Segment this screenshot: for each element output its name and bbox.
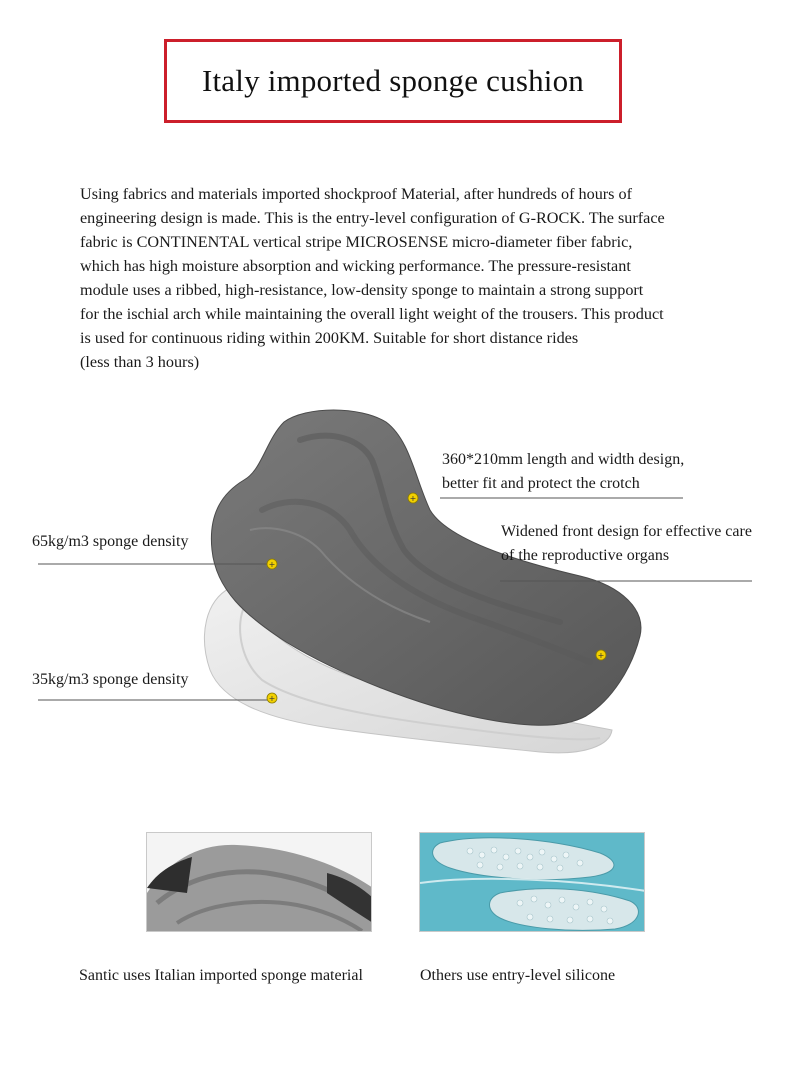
description-line: engineering design is made. This is the entry-level configuration of G-ROCK. The surface [80, 209, 665, 227]
product-description [80, 182, 750, 374]
marker-dimensions [408, 493, 418, 503]
sponge-caption: Santic uses Italian imported sponge material [79, 967, 363, 984]
description-line: which has high moisture absorption and wicking performance. The pressure-resistant [80, 257, 631, 275]
callout-dimensions-line1: 360*210mm length and width design, [442, 451, 685, 468]
callout-front-line2: of the reproductive organs [501, 547, 670, 564]
marker-top-density [267, 559, 277, 569]
marker-bottom-density [267, 693, 277, 703]
callout-top-density: 65kg/m3 sponge density [32, 533, 189, 550]
sponge-sample-image [146, 832, 372, 932]
sponge-sample-illustration [147, 833, 372, 932]
description-line: Using fabrics and materials imported shockproof Material, after hundreds of hours of [80, 185, 633, 203]
description-line: (less than 3 hours) [80, 353, 200, 371]
silicone-sample-image [419, 832, 645, 932]
callout-front-line1: Widened front design for effective care [501, 523, 752, 540]
marker-front [596, 650, 606, 660]
silicone-sample-illustration [420, 833, 645, 932]
callout-dimensions [442, 448, 684, 496]
page-title: Italy imported sponge cushion [201, 63, 585, 98]
cushion-figure [0, 400, 790, 780]
callout-bottom-density: 35kg/m3 sponge density [32, 671, 189, 688]
description-line: for the ischial arch while maintaining the overall light weight of the trousers. This product [80, 305, 664, 323]
description-line: module uses a ribbed, high-resistance, low-density sponge to maintain a strong support [80, 281, 644, 299]
svg-text:+: + [268, 560, 276, 569]
description-line: fabric is CONTINENTAL vertical stripe MICROSENSE micro-diameter fiber fabric, [80, 233, 633, 251]
callout-front [501, 520, 752, 568]
title-box [164, 39, 622, 123]
svg-text:+: + [597, 651, 605, 660]
silicone-caption: Others use entry-level silicone [420, 967, 616, 984]
svg-text:+: + [268, 694, 276, 703]
callout-dimensions-line2: better fit and protect the crotch [442, 475, 640, 492]
svg-text:+: + [409, 494, 417, 503]
description-line: is used for continuous riding within 200KM. Suitable for short distance rides [80, 329, 579, 347]
